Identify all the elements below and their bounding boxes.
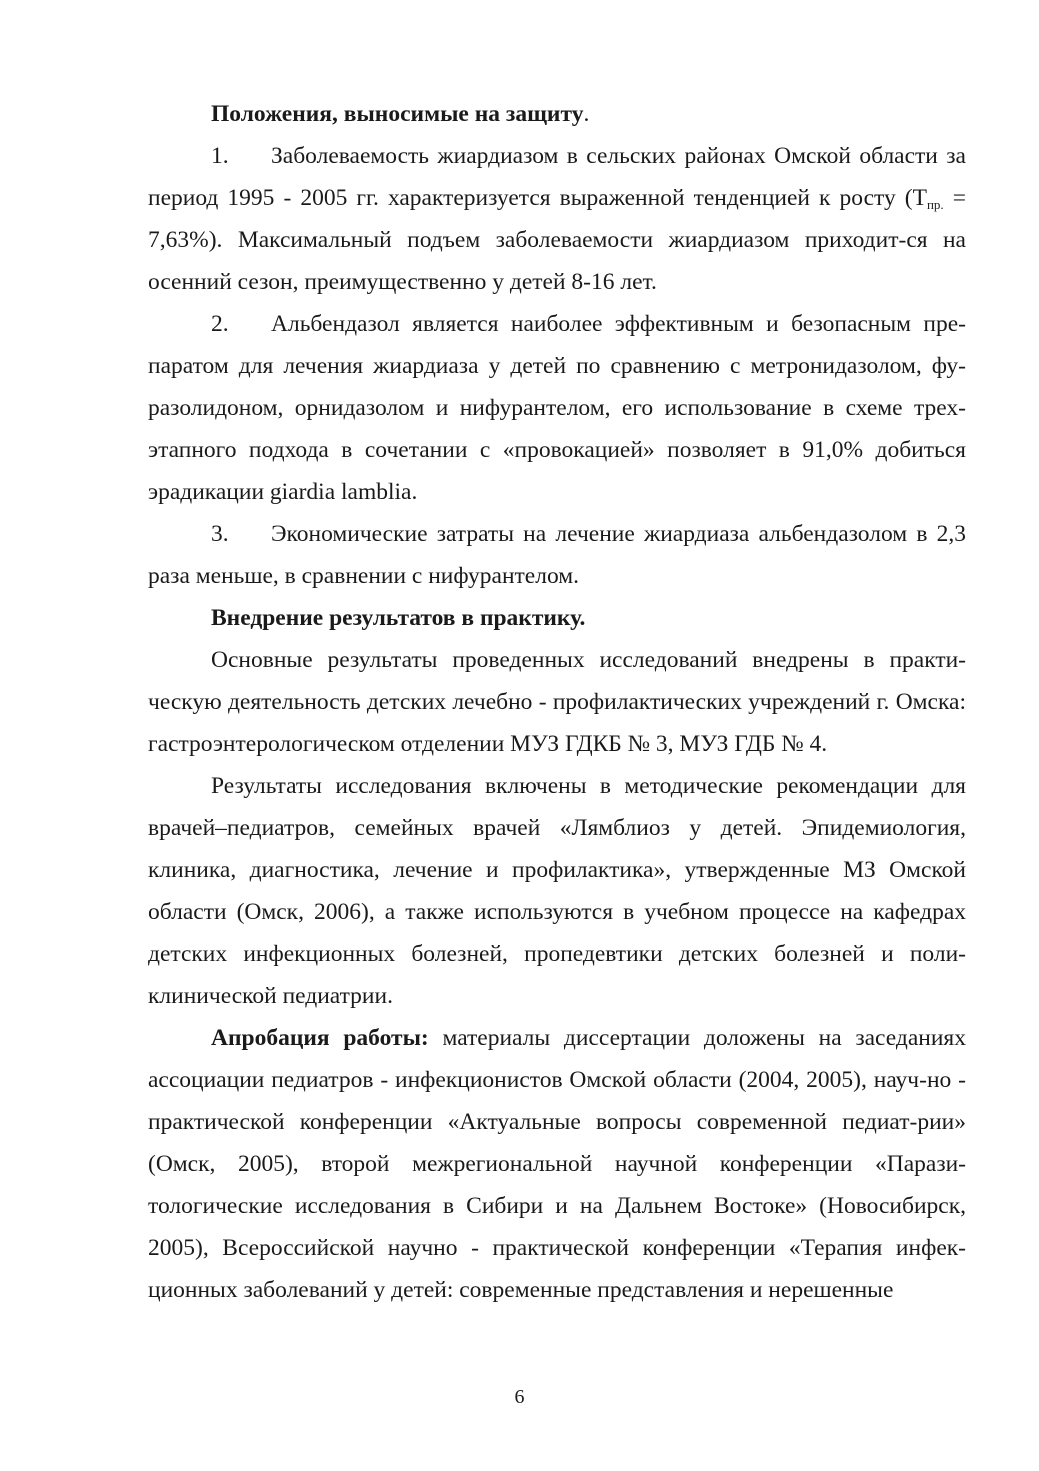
thesis-2 [148, 303, 966, 513]
approbation-paragraph [148, 1017, 966, 1311]
thesis-1-text-b: = 7,63%). Максимальный подъем заболеваемости жиардиазом приходит-ся на осенний сезон, преимущественно у детей 8-16 лет. [148, 185, 966, 295]
thesis-1-text-a: Заболеваемость жиардиазом в сельских районах Омской области за период 1995 - 2005 гг. характеризуется выраженной тенденцией к росту (Т [148, 143, 966, 211]
thesis-3-text: Экономические затраты на лечение жиардиаза альбендазолом в 2,3 раза меньше, в сравнении с нифурантелом. [148, 521, 966, 589]
thesis-1 [148, 135, 966, 303]
page-number: 6 [514, 1386, 525, 1408]
implementation-heading-line [148, 597, 966, 639]
thesis-2-text: Альбендазол является наиболее эффективным и безопасным пре-паратом для лечения жиардиаза у детей по сравнению с метронидазолом, фу-разолидоном, орнидазолом и нифурантелом, его использование в схеме трех-этапного подхода в сочетании с «провокацией» позволяет в 91,0% добиться эрадикации giardia lamblia. [148, 311, 966, 505]
theses-heading-line [148, 93, 966, 135]
implementation-paragraph-1: Основные результаты проведенных исследований внедрены в практи-ческую деятельность детских лечебно - профилактических учреждений г. Омска: гастроэнтерологическом отделении МУЗ ГДКБ № 3, МУЗ ГДБ № 4. [148, 647, 966, 757]
thesis-3-number: 3. [211, 521, 229, 547]
implementation-heading: Внедрение результатов в практику. [211, 605, 586, 631]
thesis-1-number: 1. [211, 143, 229, 169]
thesis-1-subscript: пр. [926, 197, 944, 212]
approbation-text: материалы диссертации доложены на заседаниях ассоциации педиатров - инфекционистов Омской области (2004, 2005), науч-но - практической конференции «Актуальные вопросы современной педиат-рии» (Омск, 2005), второй межрегиональной научной конференции «Парази-тологические исследования в Сибири и на Дальнем Востоке» (Новосибирск, 2005), Всероссийской научно - практической конференции «Терапия инфек-ционных заболеваний у детей: современные представления и нерешенные [148, 1025, 966, 1303]
implementation-paragraph-2: Результаты исследования включены в методические рекомендации для врачей–педиатров, семейных врачей «Лямблиоз у детей. Эпидемиология, клиника, диагностика, лечение и профилактика», утвержденные МЗ Омской области (Омск, 2006), а также используются в учебном процессе на кафедрах детских инфекционных болезней, пропедевтики детских болезней и поли-клинической педиатрии. [148, 773, 966, 1009]
page-content [148, 93, 966, 1311]
theses-heading: Положения, выносимые на защиту [211, 101, 584, 127]
theses-heading-period: . [583, 101, 590, 127]
thesis-3 [148, 513, 966, 597]
thesis-2-number: 2. [211, 311, 229, 337]
approbation-label: Апробация работы: [211, 1025, 429, 1051]
